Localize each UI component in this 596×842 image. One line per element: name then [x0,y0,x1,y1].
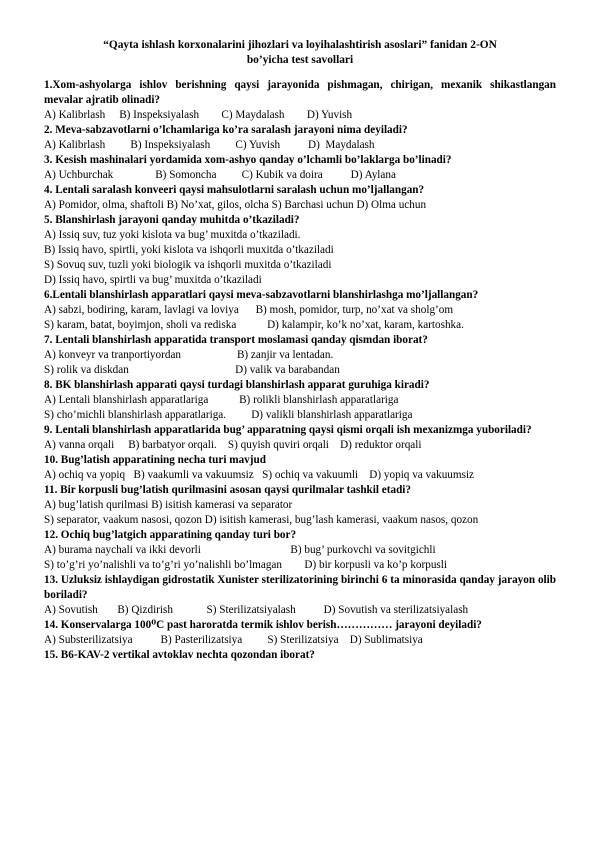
answer-options: D) Issiq havo, spirtli va bug’ muxitda o’tkaziladi [44,274,262,286]
question-block [44,528,556,573]
question-text: 10. Bug’latish apparatining necha turi mavjud [44,454,266,466]
title-line-1: “Qayta ishlash korxonalarini jihozlari va loyihalashtirish asoslari” fanidan 2-ON [103,39,497,51]
question-block [44,333,556,378]
answer-options: A) Issiq suv, tuz yoki kislota va bug’ muxitda o’tkaziladi. [44,229,301,241]
document-title [44,38,556,68]
question-block [44,378,556,423]
question-text: 11. Bir korpusli bug’latish qurilmasini asosan qaysi qurilmalar tashkil etadi? [44,484,412,496]
question-text: 9. Lentali blanshirlash apparatlarida bug’ apparatning qaysi qismi orqali ish mexanizmga yuboriladi? [44,424,532,436]
answer-options: A) bug’latish qurilmasi B) isitish kamerasi va separator [44,499,293,511]
title-line-2: bo’yicha test savollari [246,54,354,66]
question-block [44,288,556,333]
answer-options: S) cho’michli blanshirlash apparatlariga. D) valikli blanshirlash apparatlariga [44,409,413,421]
answer-options: S) Sovuq suv, tuzli yoki biologik va ishqorli muxitda o’tkaziladi [44,259,332,271]
question-text: 3. Kesish mashinalari yordamida xom-ashyo qanday o’lchamli bo’laklarga bo’linadi? [44,154,452,166]
question-text: 2. Meva-sabzavotlarni o’lchamlariga ko’ra saralash jarayoni nima deyiladi? [44,124,408,136]
question-list [44,78,556,663]
question-block [44,423,556,453]
answer-options: A) sabzi, bodiring, karam, lavlagi va loviya B) mosh, pomidor, turp, no’xat va sholg’om [44,304,454,316]
answer-options: A) burama naychali va ikki devorli B) bug’ purkovchi va sovitgichli [44,544,436,556]
question-block [44,573,556,618]
document-page [44,38,556,663]
answer-options: A) Uchburchak B) Somoncha C) Kubik va doira D) Aylana [44,169,396,181]
answer-options: S) to’g’ri yo’nalishli va to’g’ri yo’nalishli bo’lmagan D) bir korpusli va ko’p korpusli [44,559,447,571]
question-text: 12. Ochiq bug’latgich apparatining qanday turi bor? [44,529,297,541]
answer-options: A) Pomidor, olma, shaftoli B) No’xat, gilos, olcha S) Barchasi uchun D) Olma uchun [44,199,427,211]
answer-options: B) Issiq havo, spirtli, yoki kislota va ishqorli muxitda o’tkaziladi [44,244,334,256]
question-text: 5. Blanshirlash jarayoni qanday muhitda o’tkaziladi? [44,214,300,226]
answer-options: A) konveyr va tranportiyordan B) zanjir va lentadan. [44,349,334,361]
answer-options: S) separator, vaakum nasosi, qozon D) isitish kamerasi, bug’lash kamerasi, vaakum nasos, qozon [44,514,479,526]
answer-options: A) Sovutish B) Qizdirish S) Sterilizatsiyalash D) Sovutish va sterilizatsiyalash [44,604,469,616]
question-block [44,213,556,288]
answer-options: A) Kalibrlash B) Inspeksiyalash C) Yuvish D) Maydalash [44,139,375,151]
question-block [44,483,556,528]
answer-options: A) Substerilizatsiya B) Pasterilizatsiya S) Sterilizatsiya D) Sublimatsiya [44,634,423,646]
answer-options: A) ochiq va yopiq B) vaakumli va vakuumsiz S) ochiq va vakuumli D) yopiq va vakuumsiz [44,469,475,481]
answer-options: A) Lentali blanshirlash apparatlariga B) rolikli blanshirlash apparatlariga [44,394,399,406]
question-block [44,123,556,153]
answer-options: S) karam, batat, boyimjon, sholi va rediska D) kalampir, ko’k no’xat, karam, kartoshka. [44,319,464,331]
question-text: 4. Lentali saralash konveeri qaysi mahsulotlarni saralash uchun mo’ljallangan? [44,184,425,196]
question-text: 8. BK blanshirlash apparati qaysi turdagi blanshirlash apparat guruhiga kiradi? [44,379,430,391]
question-text: 15. B6-KAV-2 vertikal avtoklav nechta qozondan iborat? [44,649,315,661]
question-block [44,78,556,123]
question-text: 7. Lentali blanshirlash apparatida transport moslamasi qanday qismdan iborat? [44,334,428,346]
question-text: 13. Uzluksiz ishlaydigan gidrostatik Xunister sterilizatorining birinchi 6 ta minorasida qanday jarayon olib boriladi? [44,574,556,601]
question-block [44,453,556,483]
answer-options: S) rolik va diskdan D) valik va barabandan [44,364,340,376]
question-block [44,618,556,648]
question-block [44,648,556,663]
question-text: 6.Lentali blanshirlash apparatlari qaysi meva-sabzavotlarni blanshirlashga mo’ljallangan? [44,289,479,301]
question-text: 14. Konservalarga 100⁰C past haroratda termik ishlov berish…………… jarayoni deyiladi? [44,619,482,631]
answer-options: A) vanna orqali B) barbatyor orqali. S) quyish quviri orqali D) reduktor orqali [44,439,422,451]
question-block [44,153,556,183]
question-block [44,183,556,213]
question-text: 1.Xom-ashyolarga ishlov berishning qaysi jarayonida pishmagan, chirigan, mexanik shikastlangan mevalar ajratib olinadi? [44,79,556,106]
answer-options: A) Kalibrlash B) Inspeksiyalash C) Maydalash D) Yuvish [44,109,353,121]
